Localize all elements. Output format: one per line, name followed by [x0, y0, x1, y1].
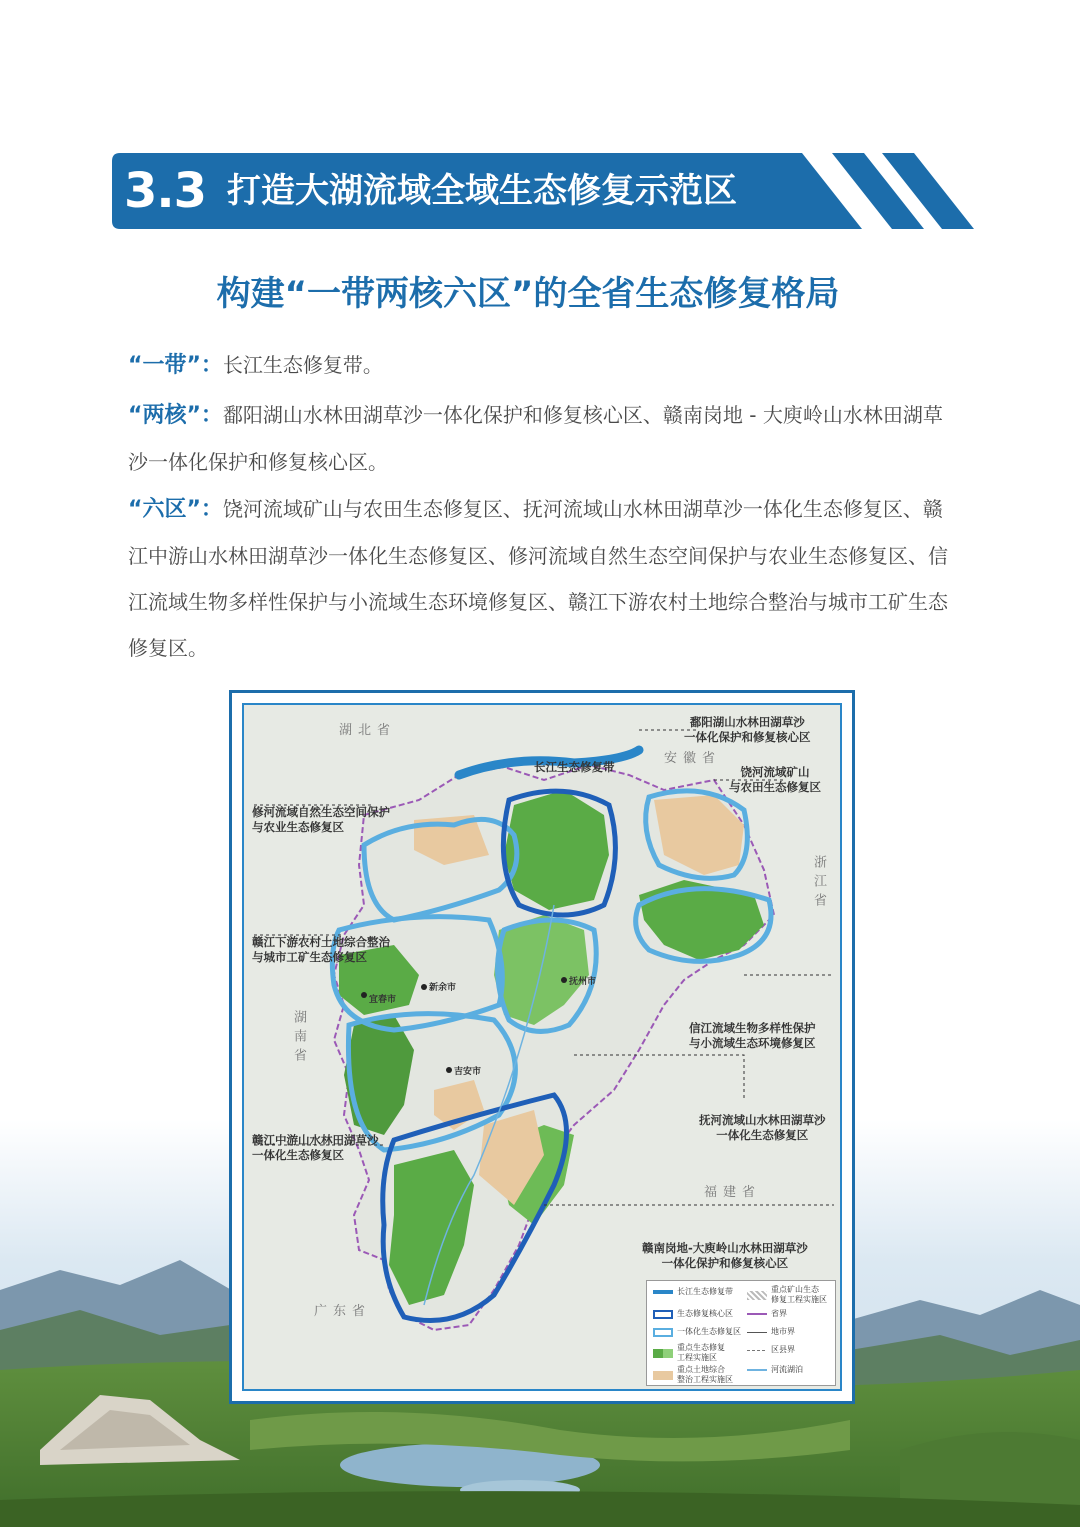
legend-item [747, 1327, 795, 1337]
legend-item [747, 1365, 803, 1375]
legend-item [653, 1287, 733, 1297]
legend-label: 区县界 [771, 1345, 795, 1354]
legend-label: 长江生态修复带 [677, 1287, 733, 1296]
section-title: 打造大湖流域全域生态修复示范区 [227, 171, 737, 211]
land-swatch [653, 1371, 673, 1380]
callout-raohe: 饶河流域矿山 与农田生态修复区 [729, 765, 821, 794]
legend-label: 地市界 [771, 1327, 795, 1336]
section-number: 3.3 [124, 163, 207, 219]
legend-label: 生态修复核心区 [677, 1309, 733, 1318]
county-line-swatch [747, 1350, 767, 1351]
integrated-swatch [653, 1328, 673, 1337]
province-label: 安徽省 [664, 751, 722, 766]
map-frame [229, 690, 855, 1404]
paragraph-lead: “两核”： [128, 403, 223, 428]
city-line-swatch [747, 1332, 767, 1333]
legend-label: 重点生态修复 工程实施区 [677, 1343, 725, 1362]
city-label: 宜春市 [369, 995, 397, 1005]
paragraph-text: 鄱阳湖山水林田湖草沙一体化保护和修复核心区、赣南岗地 - 大庾岭山水林田湖草沙一体化保护和修复核心区。 [128, 403, 943, 474]
ecological-swatch [653, 1349, 673, 1358]
callout-gannan-core: 赣南岗地-大庾岭山水林田湖草沙 一体化保护和修复核心区 [642, 1241, 808, 1270]
callout-yangtze: 长江生态修复带 [534, 760, 615, 774]
callout-fuhe: 抚河流域山水林田湖草沙 一体化生态修复区 [699, 1113, 826, 1142]
legend-label: 一体化生态修复区 [677, 1327, 741, 1336]
map-legend [646, 1280, 836, 1386]
callout-xiuhe: 修河流域自然生态空间保护 与农业生态修复区 [252, 805, 390, 834]
province-line-swatch [747, 1313, 767, 1315]
province-label: 广东省 [314, 1304, 372, 1319]
province-label: 福建省 [704, 1185, 762, 1200]
river-swatch [747, 1369, 767, 1371]
city-label: 新余市 [429, 983, 457, 993]
yangtze-swatch [653, 1290, 673, 1294]
province-label: 浙江省 [811, 855, 826, 912]
legend-item [747, 1345, 795, 1355]
legend-item [653, 1309, 733, 1319]
paragraph-zones [128, 486, 948, 671]
legend-item [747, 1309, 787, 1319]
legend-label: 重点矿山生态 修复工程实施区 [771, 1285, 827, 1304]
paragraph-lead: “六区”： [128, 497, 223, 522]
legend-item [653, 1365, 733, 1385]
legend-label: 重点土地综合 整治工程实施区 [677, 1365, 733, 1384]
legend-item [653, 1343, 725, 1363]
core-swatch [653, 1310, 673, 1319]
page-subtitle: 构建“一带两核六区”的全省生态修复格局 [216, 274, 840, 314]
city-label: 抚州市 [569, 977, 597, 987]
callout-ganjiang-lower: 赣江下游农村土地综合整治 与城市工矿生态修复区 [252, 935, 390, 964]
ecological-restoration-map [242, 703, 842, 1391]
callout-xinjiang: 信江流域生物多样性保护 与小流域生态环境修复区 [689, 1021, 816, 1050]
mine-swatch [747, 1291, 767, 1300]
legend-item [747, 1285, 827, 1305]
section-banner [112, 153, 982, 229]
paragraph-lead: “一带”： [128, 353, 223, 378]
legend-item [653, 1327, 741, 1337]
province-label: 湖南省 [291, 1010, 306, 1067]
paragraph-text: 长江生态修复带。 [222, 353, 383, 377]
paragraph-text: 饶河流域矿山与农田生态修复区、抚河流域山水林田湖草沙一体化生态修复区、赣江中游山水林田湖草沙一体化生态修复区、修河流域自然生态空间保护与农业生态修复区、信江流域生物多样性保护与小流域生态环境修复区、赣江下游农村土地综合整治与城市工矿生态修复区。 [128, 497, 948, 660]
province-label: 湖北省 [339, 723, 397, 738]
paragraph-belt [128, 342, 948, 389]
paragraph-cores [128, 392, 948, 485]
callout-ganjiang-mid: 赣江中游山水林田湖草沙 一体化生态修复区 [252, 1133, 379, 1162]
city-label: 吉安市 [454, 1067, 482, 1077]
legend-label: 河流湖泊 [771, 1365, 803, 1374]
legend-label: 省界 [771, 1309, 787, 1318]
callout-poyang-core: 鄱阳湖山水林田湖草沙 一体化保护和修复核心区 [684, 715, 811, 744]
